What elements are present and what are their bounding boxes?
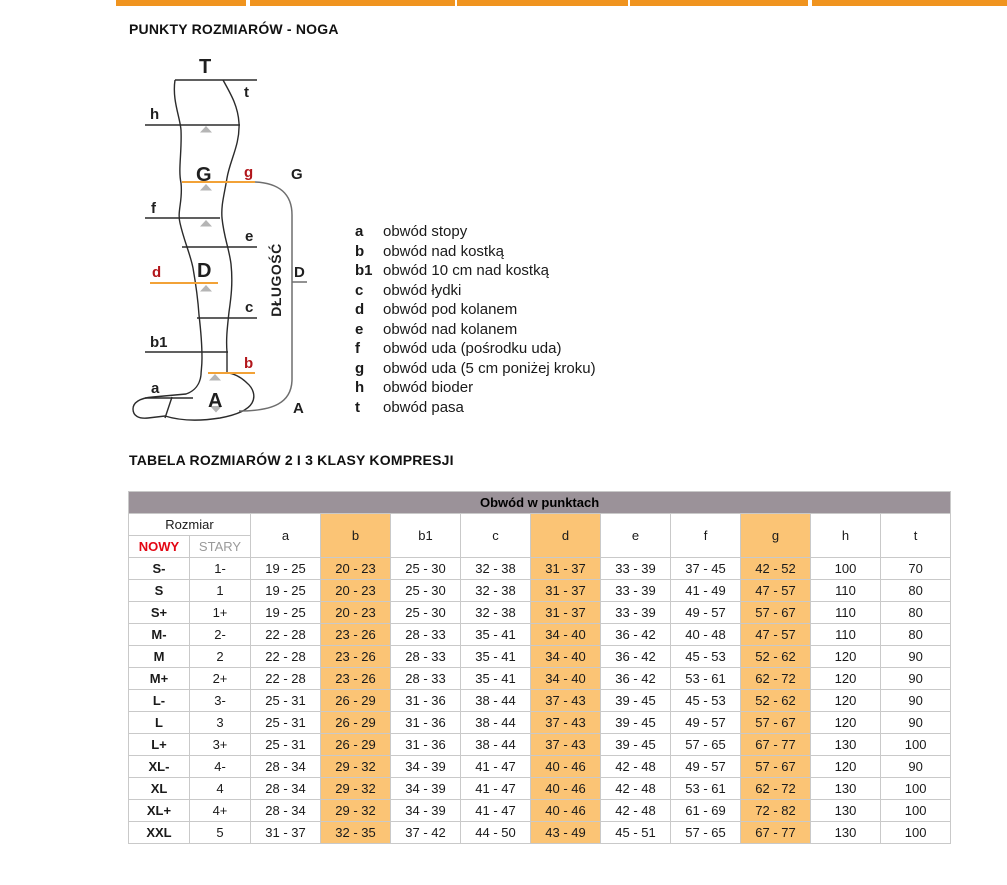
label-b1: b1 bbox=[150, 334, 168, 351]
column-header-d: d bbox=[531, 514, 601, 558]
label-e: e bbox=[245, 228, 254, 245]
cell-b: 20 - 23 bbox=[321, 580, 391, 602]
cell-t: 100 bbox=[881, 734, 951, 756]
size-old: 3+ bbox=[190, 734, 251, 756]
cell-d: 37 - 43 bbox=[531, 712, 601, 734]
column-header-f: f bbox=[671, 514, 741, 558]
table-row bbox=[129, 778, 951, 800]
legend-key: b1 bbox=[355, 262, 373, 279]
new-size-header: NOWY bbox=[129, 536, 190, 558]
legend-text: obwód pod kolanem bbox=[383, 301, 518, 318]
table-row bbox=[129, 624, 951, 646]
cell-a: 19 - 25 bbox=[251, 580, 321, 602]
cell-b: 26 - 29 bbox=[321, 734, 391, 756]
cell-g: 52 - 62 bbox=[741, 646, 811, 668]
leg-measurement-diagram bbox=[125, 55, 355, 425]
label-G-right: G bbox=[291, 166, 303, 183]
cell-c: 35 - 41 bbox=[461, 668, 531, 690]
cell-b1: 31 - 36 bbox=[391, 712, 461, 734]
legend-text: obwód 10 cm nad kostką bbox=[383, 262, 549, 279]
cell-g: 47 - 57 bbox=[741, 624, 811, 646]
label-f: f bbox=[151, 200, 156, 217]
label-c: c bbox=[245, 299, 254, 316]
table-band-title: Obwód w punktach bbox=[129, 492, 951, 514]
cell-d: 31 - 37 bbox=[531, 558, 601, 580]
size-new: L- bbox=[129, 690, 190, 712]
cell-a: 25 - 31 bbox=[251, 712, 321, 734]
label-b: b bbox=[244, 355, 254, 372]
cell-t: 90 bbox=[881, 646, 951, 668]
cell-g: 57 - 67 bbox=[741, 602, 811, 624]
cell-d: 40 - 46 bbox=[531, 756, 601, 778]
cell-b: 26 - 29 bbox=[321, 690, 391, 712]
cell-b1: 25 - 30 bbox=[391, 602, 461, 624]
cell-a: 19 - 25 bbox=[251, 558, 321, 580]
legend-key: t bbox=[355, 398, 360, 416]
size-old: 4- bbox=[190, 756, 251, 778]
legend-key: e bbox=[355, 320, 364, 338]
legend-text: obwód nad kolanem bbox=[383, 320, 518, 338]
triangle-marker-icon bbox=[209, 374, 221, 381]
size-old: 4 bbox=[190, 778, 251, 800]
legend-key: h bbox=[355, 379, 365, 396]
cell-h: 130 bbox=[811, 734, 881, 756]
cell-c: 35 - 41 bbox=[461, 646, 531, 668]
label-h: h bbox=[150, 106, 160, 123]
triangle-marker-icon bbox=[200, 285, 212, 292]
cell-a: 28 - 34 bbox=[251, 756, 321, 778]
cell-g: 67 - 77 bbox=[741, 734, 811, 756]
cell-b1: 28 - 33 bbox=[391, 624, 461, 646]
section-title-points: PUNKTY ROZMIARÓW - NOGA bbox=[129, 21, 339, 37]
table-row bbox=[129, 580, 951, 602]
cell-b1: 31 - 36 bbox=[391, 690, 461, 712]
cell-c: 44 - 50 bbox=[461, 822, 531, 844]
cell-f: 49 - 57 bbox=[671, 602, 741, 624]
size-column-header: Rozmiar bbox=[129, 514, 251, 536]
cell-g: 42 - 52 bbox=[741, 558, 811, 580]
cell-h: 120 bbox=[811, 690, 881, 712]
cell-f: 45 - 53 bbox=[671, 690, 741, 712]
legend-item bbox=[355, 320, 596, 340]
legend-text: obwód łydki bbox=[383, 281, 462, 299]
column-header-a: a bbox=[251, 514, 321, 558]
section-title-table: TABELA ROZMIARÓW 2 I 3 KLASY KOMPRESJI bbox=[129, 452, 454, 468]
cell-c: 38 - 44 bbox=[461, 690, 531, 712]
size-old: 2+ bbox=[190, 668, 251, 690]
cell-a: 28 - 34 bbox=[251, 800, 321, 822]
cell-d: 34 - 40 bbox=[531, 668, 601, 690]
legend-text: obwód uda (pośrodku uda) bbox=[383, 340, 562, 357]
legend-text: obwód stopy bbox=[383, 223, 468, 240]
measurement-legend bbox=[355, 222, 596, 417]
cell-b: 23 - 26 bbox=[321, 624, 391, 646]
cell-b1: 34 - 39 bbox=[391, 800, 461, 822]
cell-h: 110 bbox=[811, 624, 881, 646]
cell-c: 32 - 38 bbox=[461, 580, 531, 602]
legend-item bbox=[355, 300, 596, 320]
cell-b1: 31 - 36 bbox=[391, 734, 461, 756]
cell-f: 49 - 57 bbox=[671, 712, 741, 734]
cell-b1: 25 - 30 bbox=[391, 580, 461, 602]
cell-t: 100 bbox=[881, 822, 951, 844]
size-new: XL bbox=[129, 778, 190, 800]
legend-key: f bbox=[355, 340, 360, 357]
size-new: M bbox=[129, 646, 190, 668]
cell-b: 20 - 23 bbox=[321, 558, 391, 580]
cell-a: 22 - 28 bbox=[251, 624, 321, 646]
cell-f: 40 - 48 bbox=[671, 624, 741, 646]
cell-d: 40 - 46 bbox=[531, 800, 601, 822]
cell-f: 45 - 53 bbox=[671, 646, 741, 668]
legend-item bbox=[355, 281, 596, 301]
cell-b1: 34 - 39 bbox=[391, 756, 461, 778]
cell-h: 110 bbox=[811, 602, 881, 624]
label-G: G bbox=[196, 164, 212, 186]
column-header-b1: b1 bbox=[391, 514, 461, 558]
cell-h: 120 bbox=[811, 756, 881, 778]
table-row bbox=[129, 602, 951, 624]
cell-b1: 25 - 30 bbox=[391, 558, 461, 580]
legend-item bbox=[355, 398, 596, 418]
cell-d: 34 - 40 bbox=[531, 646, 601, 668]
cell-h: 130 bbox=[811, 800, 881, 822]
label-t: t bbox=[244, 84, 249, 101]
cell-d: 43 - 49 bbox=[531, 822, 601, 844]
cell-a: 19 - 25 bbox=[251, 602, 321, 624]
column-header-c: c bbox=[461, 514, 531, 558]
cell-e: 42 - 48 bbox=[601, 778, 671, 800]
nav-tab-indicator[interactable] bbox=[457, 0, 628, 6]
cell-f: 49 - 57 bbox=[671, 756, 741, 778]
cell-e: 39 - 45 bbox=[601, 690, 671, 712]
cell-b1: 34 - 39 bbox=[391, 778, 461, 800]
label-T: T bbox=[199, 56, 212, 78]
table-row bbox=[129, 822, 951, 844]
cell-f: 61 - 69 bbox=[671, 800, 741, 822]
cell-b: 29 - 32 bbox=[321, 756, 391, 778]
cell-a: 31 - 37 bbox=[251, 822, 321, 844]
cell-e: 33 - 39 bbox=[601, 602, 671, 624]
nav-tab-indicator[interactable] bbox=[116, 0, 246, 6]
cell-h: 120 bbox=[811, 646, 881, 668]
cell-f: 57 - 65 bbox=[671, 734, 741, 756]
cell-h: 110 bbox=[811, 580, 881, 602]
cell-f: 41 - 49 bbox=[671, 580, 741, 602]
cell-g: 47 - 57 bbox=[741, 580, 811, 602]
label-d: d bbox=[152, 264, 162, 281]
column-header-b: b bbox=[321, 514, 391, 558]
cell-c: 35 - 41 bbox=[461, 624, 531, 646]
size-old: 3- bbox=[190, 690, 251, 712]
table-band-row bbox=[129, 492, 951, 514]
cell-d: 31 - 37 bbox=[531, 602, 601, 624]
cell-e: 42 - 48 bbox=[601, 756, 671, 778]
legend-text: obwód bioder bbox=[383, 379, 474, 396]
cell-e: 39 - 45 bbox=[601, 712, 671, 734]
size-new: S+ bbox=[129, 602, 190, 624]
size-old: 4+ bbox=[190, 800, 251, 822]
legend-item bbox=[355, 261, 596, 281]
heel-strap-line bbox=[165, 397, 172, 418]
legend-key: c bbox=[355, 281, 364, 299]
old-size-header: STARY bbox=[190, 536, 251, 558]
cell-e: 45 - 51 bbox=[601, 822, 671, 844]
table-row bbox=[129, 690, 951, 712]
size-new: S bbox=[129, 580, 190, 602]
table-row bbox=[129, 558, 951, 580]
column-header-h: h bbox=[811, 514, 881, 558]
cell-b1: 28 - 33 bbox=[391, 646, 461, 668]
size-new: XXL bbox=[129, 822, 190, 844]
cell-t: 70 bbox=[881, 558, 951, 580]
size-new: L bbox=[129, 712, 190, 734]
table-row bbox=[129, 734, 951, 756]
cell-g: 62 - 72 bbox=[741, 778, 811, 800]
cell-c: 32 - 38 bbox=[461, 602, 531, 624]
table-row bbox=[129, 668, 951, 690]
cell-h: 130 bbox=[811, 778, 881, 800]
cell-c: 41 - 47 bbox=[461, 800, 531, 822]
cell-t: 90 bbox=[881, 712, 951, 734]
cell-b: 26 - 29 bbox=[321, 712, 391, 734]
cell-c: 41 - 47 bbox=[461, 778, 531, 800]
cell-d: 34 - 40 bbox=[531, 624, 601, 646]
cell-g: 67 - 77 bbox=[741, 822, 811, 844]
cell-t: 90 bbox=[881, 756, 951, 778]
legend-item bbox=[355, 378, 596, 398]
column-header-g: g bbox=[741, 514, 811, 558]
size-new: S- bbox=[129, 558, 190, 580]
cell-d: 40 - 46 bbox=[531, 778, 601, 800]
legend-key: d bbox=[355, 301, 365, 318]
cell-h: 130 bbox=[811, 822, 881, 844]
cell-e: 36 - 42 bbox=[601, 624, 671, 646]
cell-g: 57 - 67 bbox=[741, 712, 811, 734]
cell-d: 31 - 37 bbox=[531, 580, 601, 602]
cell-b1: 37 - 42 bbox=[391, 822, 461, 844]
size-old: 2 bbox=[190, 646, 251, 668]
cell-g: 57 - 67 bbox=[741, 756, 811, 778]
nav-tab-indicator[interactable] bbox=[630, 0, 808, 6]
label-D-right: D bbox=[294, 264, 305, 281]
cell-a: 25 - 31 bbox=[251, 690, 321, 712]
cell-t: 100 bbox=[881, 778, 951, 800]
leg-outline-right bbox=[222, 80, 239, 373]
cell-a: 25 - 31 bbox=[251, 734, 321, 756]
legend-text: obwód pasa bbox=[383, 398, 464, 416]
label-A: A bbox=[208, 390, 223, 412]
legend-key: b bbox=[355, 242, 365, 260]
nav-tab-indicator[interactable] bbox=[250, 0, 455, 6]
size-new: XL- bbox=[129, 756, 190, 778]
cell-b1: 28 - 33 bbox=[391, 668, 461, 690]
cell-f: 57 - 65 bbox=[671, 822, 741, 844]
legend-item bbox=[355, 359, 596, 379]
label-D: D bbox=[197, 260, 212, 282]
legend-item bbox=[355, 222, 596, 242]
size-old: 2- bbox=[190, 624, 251, 646]
length-bracket bbox=[239, 182, 292, 411]
triangle-marker-icon bbox=[200, 220, 212, 227]
cell-g: 72 - 82 bbox=[741, 800, 811, 822]
cell-d: 37 - 43 bbox=[531, 690, 601, 712]
cell-h: 120 bbox=[811, 712, 881, 734]
cell-a: 22 - 28 bbox=[251, 668, 321, 690]
table-row bbox=[129, 712, 951, 734]
cell-b: 29 - 32 bbox=[321, 778, 391, 800]
cell-c: 38 - 44 bbox=[461, 712, 531, 734]
cell-e: 33 - 39 bbox=[601, 580, 671, 602]
cell-c: 38 - 44 bbox=[461, 734, 531, 756]
legend-item bbox=[355, 242, 596, 262]
size-new: L+ bbox=[129, 734, 190, 756]
table-column-header-row bbox=[129, 514, 951, 536]
cell-d: 37 - 43 bbox=[531, 734, 601, 756]
size-new: M+ bbox=[129, 668, 190, 690]
table-row bbox=[129, 756, 951, 778]
cell-t: 90 bbox=[881, 690, 951, 712]
legend-key: g bbox=[355, 359, 365, 377]
cell-g: 62 - 72 bbox=[741, 668, 811, 690]
cell-b: 29 - 32 bbox=[321, 800, 391, 822]
cell-b: 20 - 23 bbox=[321, 602, 391, 624]
label-A-right: A bbox=[293, 400, 304, 417]
size-old: 1- bbox=[190, 558, 251, 580]
length-label: DŁUGOŚĆ bbox=[268, 243, 284, 317]
cell-e: 36 - 42 bbox=[601, 646, 671, 668]
cell-e: 36 - 42 bbox=[601, 668, 671, 690]
cell-e: 39 - 45 bbox=[601, 734, 671, 756]
cell-t: 100 bbox=[881, 800, 951, 822]
cell-f: 53 - 61 bbox=[671, 668, 741, 690]
cell-h: 100 bbox=[811, 558, 881, 580]
triangle-marker-icon bbox=[200, 126, 212, 133]
size-table bbox=[128, 491, 951, 844]
cell-e: 42 - 48 bbox=[601, 800, 671, 822]
legend-item bbox=[355, 339, 596, 359]
cell-a: 22 - 28 bbox=[251, 646, 321, 668]
size-new: M- bbox=[129, 624, 190, 646]
table-row bbox=[129, 646, 951, 668]
size-old: 3 bbox=[190, 712, 251, 734]
cell-t: 80 bbox=[881, 602, 951, 624]
label-a: a bbox=[151, 380, 160, 397]
legend-text: obwód nad kostką bbox=[383, 242, 504, 260]
cell-g: 52 - 62 bbox=[741, 690, 811, 712]
cell-t: 80 bbox=[881, 580, 951, 602]
cell-a: 28 - 34 bbox=[251, 778, 321, 800]
cell-t: 80 bbox=[881, 624, 951, 646]
cell-c: 32 - 38 bbox=[461, 558, 531, 580]
cell-f: 37 - 45 bbox=[671, 558, 741, 580]
table-row bbox=[129, 800, 951, 822]
column-header-e: e bbox=[601, 514, 671, 558]
nav-tab-indicator[interactable] bbox=[812, 0, 1007, 6]
label-g: g bbox=[244, 164, 254, 181]
size-new: XL+ bbox=[129, 800, 190, 822]
cell-b: 23 - 26 bbox=[321, 668, 391, 690]
cell-b: 32 - 35 bbox=[321, 822, 391, 844]
size-old: 1+ bbox=[190, 602, 251, 624]
size-old: 1 bbox=[190, 580, 251, 602]
cell-e: 33 - 39 bbox=[601, 558, 671, 580]
size-old: 5 bbox=[190, 822, 251, 844]
legend-text: obwód uda (5 cm poniżej kroku) bbox=[383, 359, 596, 377]
cell-f: 53 - 61 bbox=[671, 778, 741, 800]
legend-key: a bbox=[355, 223, 364, 240]
cell-c: 41 - 47 bbox=[461, 756, 531, 778]
cell-b: 23 - 26 bbox=[321, 646, 391, 668]
cell-h: 120 bbox=[811, 668, 881, 690]
cell-t: 90 bbox=[881, 668, 951, 690]
column-header-t: t bbox=[881, 514, 951, 558]
